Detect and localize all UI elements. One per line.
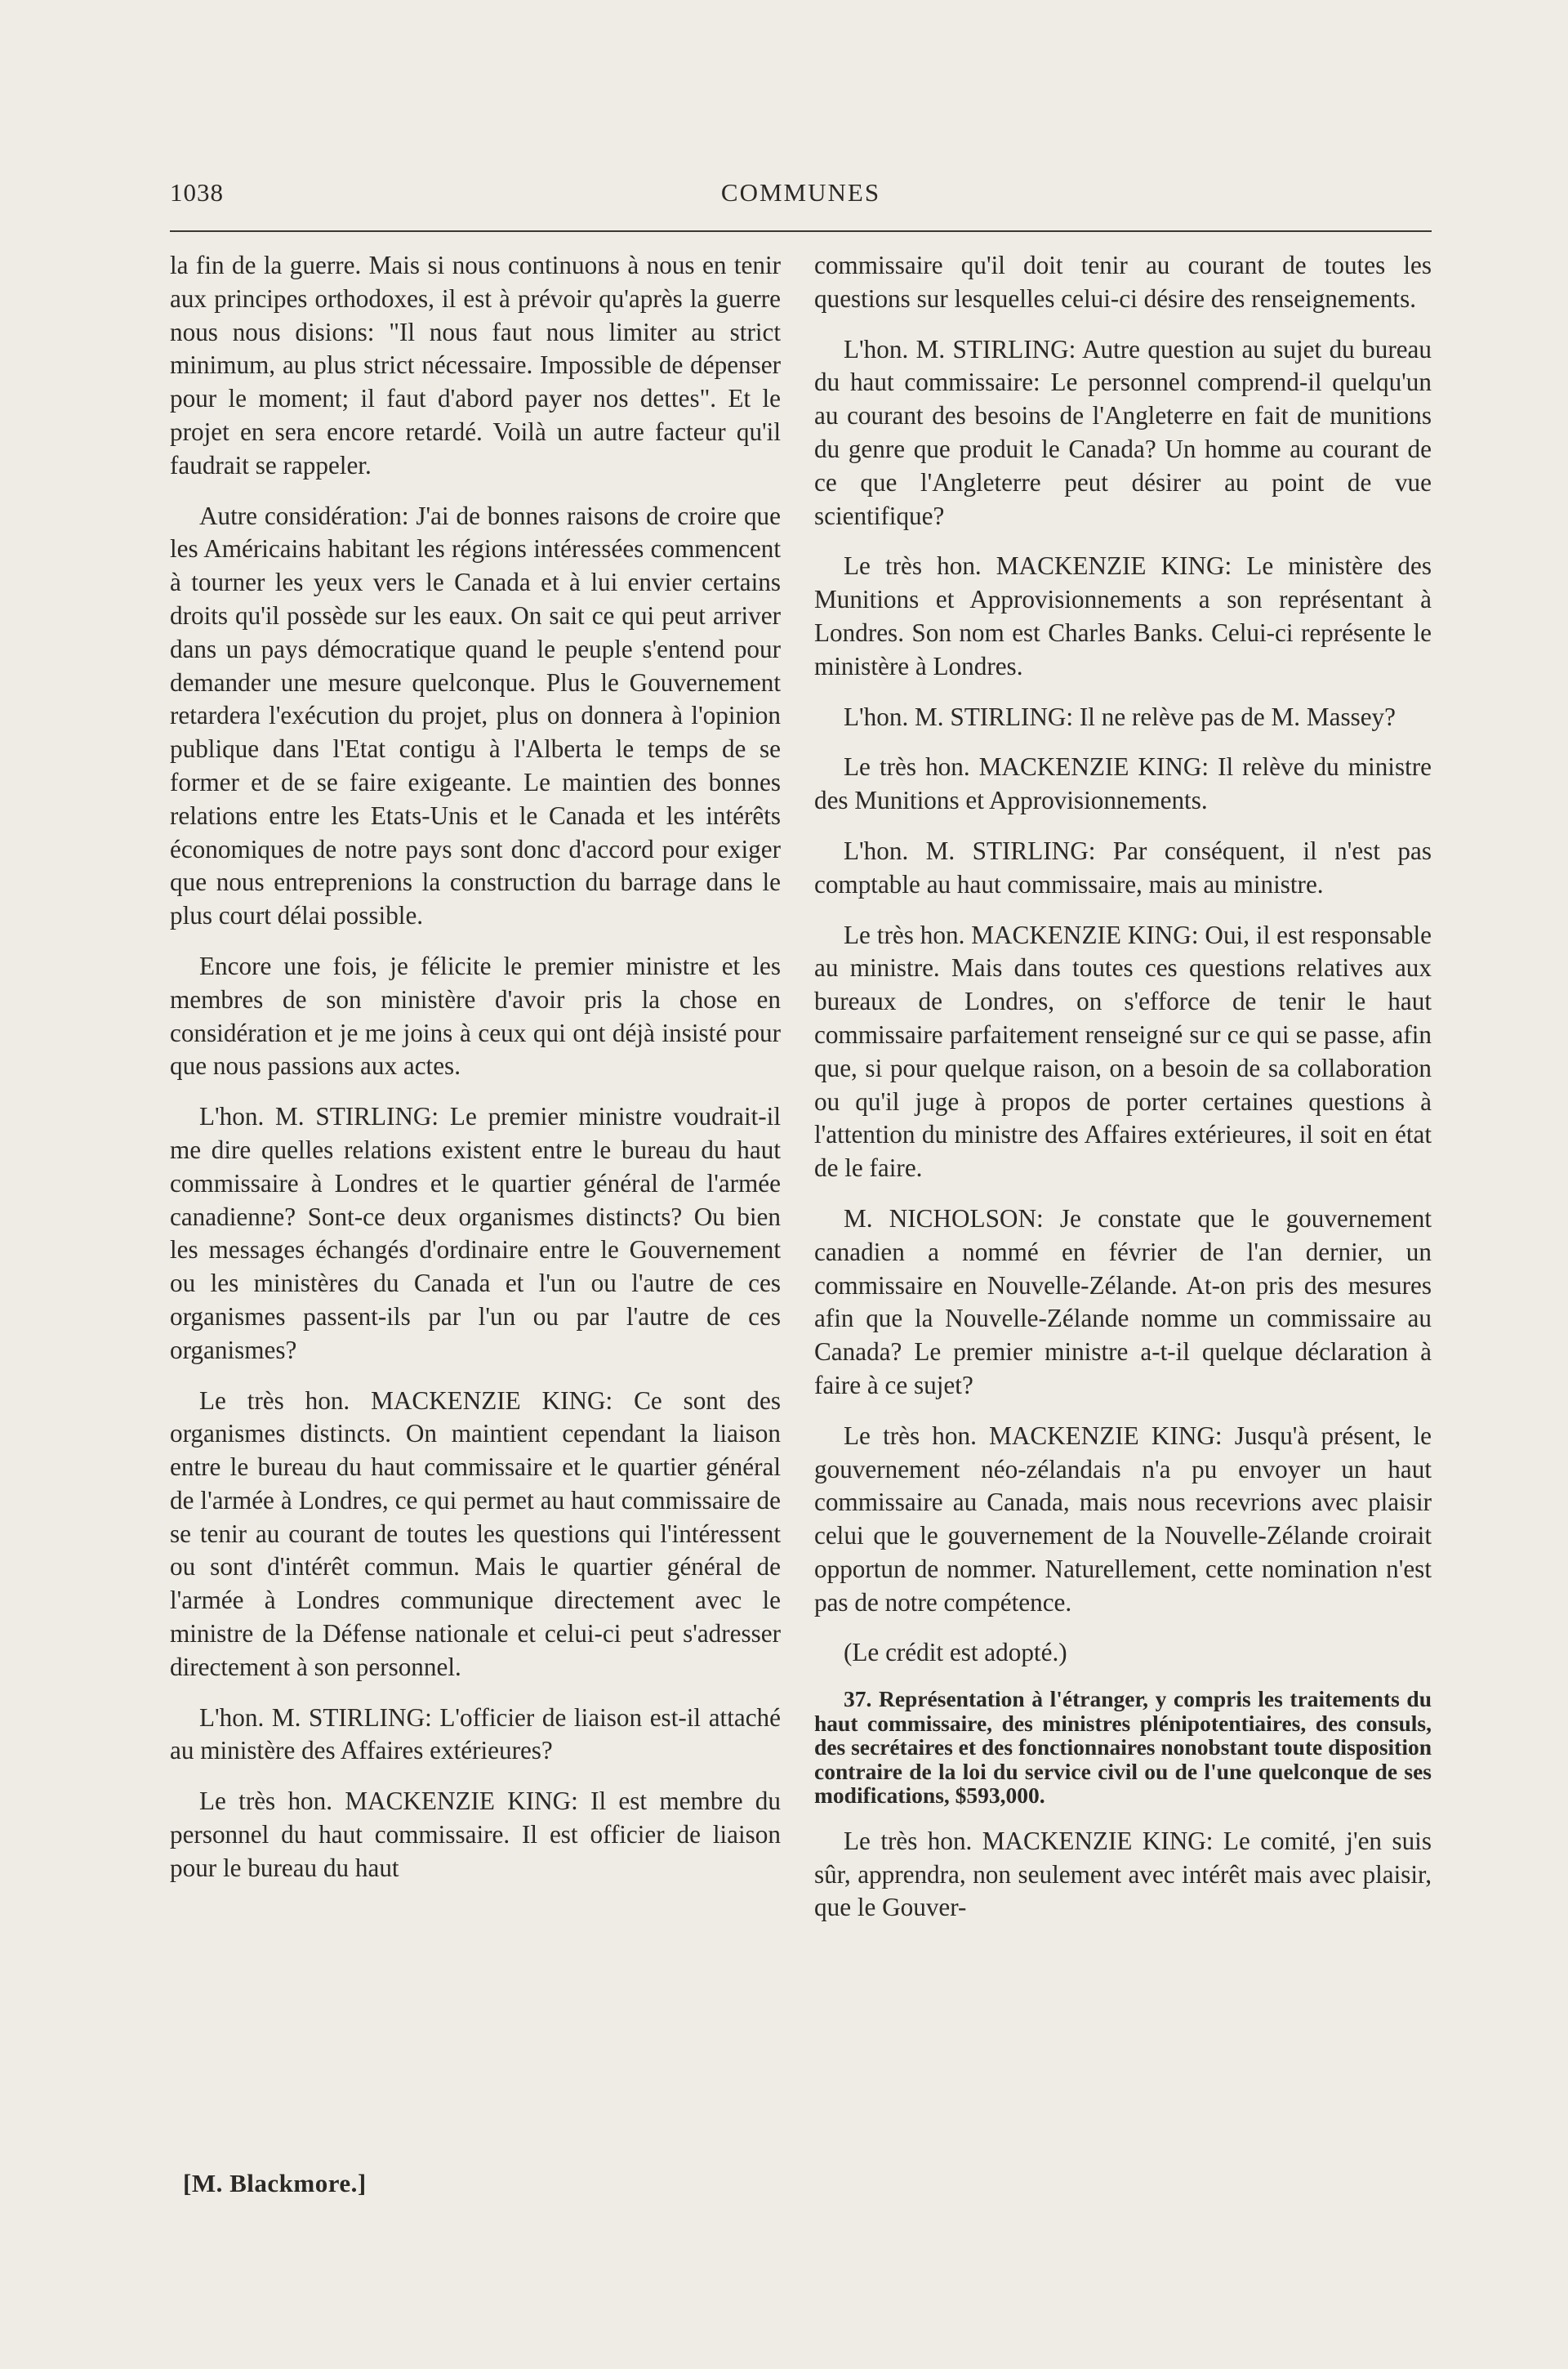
paragraph: L'hon. M. STIRLING: Par conséquent, il n'est pas comptable au haut commissaire, mais au ministre. (814, 836, 1432, 899)
header-rule (170, 230, 1432, 232)
paragraph: Le très hon. MACKENZIE KING: Oui, il est responsable au ministre. Mais dans toutes ces questions relatives aux bureaux de Londres, on s'efforce de tenir le haut commissaire parfaitement renseigné sur ce qui se passe, afin que, si pour quelque raison, on a besoin de sa collaboration ou qu'il juge à propos de porter certaines questions à l'attention du ministre des Affaires extérieures, il soit en état de le faire. (814, 920, 1432, 1183)
paragraph: Encore une fois, je félicite le premier ministre et les membres de son ministère d'avoir pris la chose en considération et je me joins à ceux qui ont déjà insisté pour que nous passions aux actes. (170, 951, 781, 1081)
paragraph: Le très hon. MACKENZIE KING: Jusqu'à présent, le gouvernement néo-zélandais n'a pu envoyer un haut commissaire au Canada, mais nous recevrions avec plaisir celui que le gouvernement de la Nouvelle-Zélande croirait opportun de nommer. Naturellement, cette nomination n'est pas de notre compétence. (814, 1421, 1432, 1617)
vote-adopted-note: (Le crédit est adopté.) (844, 1638, 1067, 1667)
right-column (814, 249, 1432, 1942)
paragraph: commissaire qu'il doit tenir au courant de toutes les questions sur lesquelles celui-ci désire des renseignements. (814, 251, 1432, 313)
paragraph: Le très hon. MACKENZIE KING: Le comité, j'en suis sûr, apprendra, non seulement avec intérêt mais avec plaisir, que le Gouver- (814, 1826, 1432, 1922)
paragraph: M. NICHOLSON: Je constate que le gouvernement canadien a nommé en février de l'an dernier, un commissaire en Nouvelle-Zélande. At-on pris des mesures afin que la Nouvelle-Zélande nomme un commissaire au Canada? Le premier ministre a-t-il quelque déclaration à faire à ce sujet? (814, 1203, 1432, 1399)
speaker-footer-note: [M. Blackmore.] (183, 2169, 367, 2197)
page-title: COMMUNES (720, 178, 881, 207)
budget-item-37: 37. Représentation à l'étranger, y compris les traitements du haut commissaire, des ministres plénipotentiaires, des consuls, des secrétaires et des fonctionnaires nonobstant toute disposition contraire de la loi du service civil ou de l'une quelconque de ses modifications, $593,000. (814, 1686, 1432, 1809)
paragraph: Le très hon. MACKENZIE KING: Le ministère des Munitions et Approvisionnements a son représentant à Londres. Son nom est Charles Banks. Celui-ci représente le ministère à Londres. (814, 551, 1432, 680)
page-number: 1038 (170, 178, 224, 207)
paragraph: la fin de la guerre. Mais si nous continuons à nous en tenir aux principes orthodoxes, il est à prévoir qu'après la guerre nous nous disions: "Il nous faut nous limiter au strict minimum, au plus strict nécessaire. Impossible de dépenser pour le moment; il faut d'abord payer nos dettes". Et le projet en sera encore retardé. Voilà un autre facteur qu'il faudrait se rappeler. (170, 251, 781, 480)
paragraph: L'hon. M. STIRLING: L'officier de liaison est-il attaché au ministère des Affaires extérieures? (170, 1702, 781, 1765)
paragraph: L'hon. M. STIRLING: Le premier ministre voudrait-il me dire quelles relations existent entre le bureau du haut commissaire à Londres et le quartier général de l'armée canadienne? Sont-ce deux organismes distincts? Ou bien les messages échangés d'ordinaire entre le Gouvernement ou les ministères du Canada et l'un ou l'autre de ces organismes passent-ils par l'un ou par l'autre de ces organismes? (170, 1102, 781, 1364)
paragraph: L'hon. M. STIRLING: Il ne relève pas de M. Massey? (844, 702, 1396, 731)
page-header (170, 178, 1432, 219)
paragraph: L'hon. M. STIRLING: Autre question au sujet du bureau du haut commissaire: Le personnel comprend-il quelqu'un au courant des besoins de l'Angleterre en fait de munitions du genre que produit le Canada? Un homme au courant de ce que l'Angleterre peut désirer au point de vue scientifique? (814, 334, 1432, 530)
paragraph: Le très hon. MACKENZIE KING: Il est membre du personnel du haut commissaire. Il est officier de liaison pour le bureau du haut (170, 1787, 781, 1882)
paragraph: Le très hon. MACKENZIE KING: Ce sont des organismes distincts. On maintient cependant la liaison entre le bureau du haut commissaire et le quartier général de l'armée à Londres, ce qui permet au haut commissaire de se tenir au courant de toutes les questions qui l'intéressent ou sont d'intérêt commun. Mais le quartier général de l'armée à Londres communique directement avec le ministre de la Défense nationale et celui-ci peut s'adresser directement à son personnel. (170, 1385, 781, 1681)
left-column (170, 249, 781, 1903)
paragraph: Autre considération: J'ai de bonnes raisons de croire que les Américains habitant les régions intéressées commencent à tourner les yeux vers le Canada et à lui envier certains droits qu'il possède sur les eaux. On sait ce qui peut arriver dans un pays démocratique quand le peuple s'entend pour demander une mesure quelconque. Plus le Gouvernement retardera l'exécution du projet, plus on donnera à l'opinion publique dans l'Etat contigu à l'Alberta le temps de se former et de se faire exigeante. Le maintien des bonnes relations entre les Etats-Unis et le Canada et les intérêts économiques de notre pays sont donc d'accord pour exiger que nous entreprenions la construction du barrage dans le plus court délai possible. (170, 501, 781, 930)
paragraph: Le très hon. MACKENZIE KING: Il relève du ministre des Munitions et Approvisionnements. (814, 752, 1432, 815)
